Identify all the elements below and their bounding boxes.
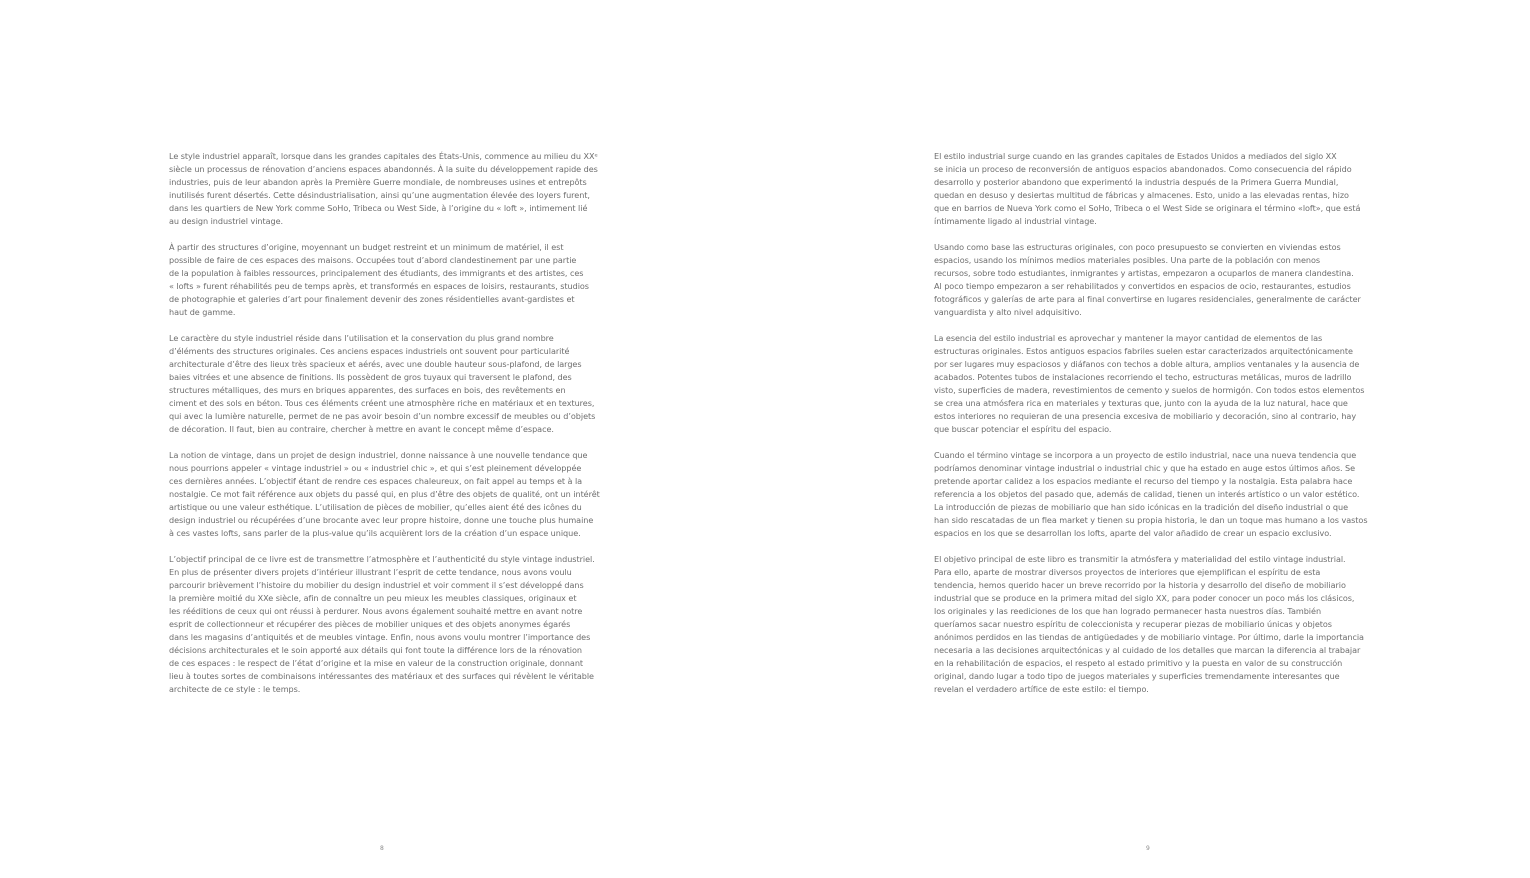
text-line: nous pourrions appeler « vintage industriel » ou « industriel chic », et qui s’est pleinement développée [169,463,582,473]
text-line: industries, puis de leur abandon après la Première Guerre mondiale, de nombreuses usines et entrepôts [169,177,587,187]
text-line: inutilisés furent désertés. Cette désindustrialisation, ainsi qu’une augmentation élevée des loyers furent, [169,190,590,200]
paragraph [169,332,600,436]
text-line: estos interiores no requieran de una presencia excesiva de mobiliario y decoración, sino al contrario, hay [934,411,1357,421]
text-line: El estilo industrial surge cuando en las grandes capitales de Estados Unidos a mediados del siglo XX [934,151,1337,161]
text-line: espacios, usando los mínimos medios materiales posibles. Una parte de la población con menos [934,255,1321,265]
text-line: recursos, sobre todo estudiantes, inmigrantes y artistas, empezaron a ocuparlos de manera clandestina. [934,268,1354,278]
text-line: fotográficos y galerías de arte para al final convertirse en lugares residenciales, generalmente de carácter [934,294,1361,304]
text-line: L’objectif principal de ce livre est de transmettre l’atmosphère et l’authenticité du style vintage industriel. [169,554,595,564]
paragraph [169,150,600,228]
text-line: baies vitrées et une absence de finitions. Ils possèdent de gros tuyaux qui traversent le plafond, des [169,372,572,382]
text-line: revelan el verdadero artífice de este estilo: el tiempo. [934,684,1149,694]
paragraph [169,241,600,319]
text-line: desarrollo y posterior abandono que experimentó la industria después de la Primera Guerra Mundial, [934,177,1339,187]
text-line: de la population à faibles ressources, principalement des étudiants, des immigrants et des artistes, ces [169,268,584,278]
paragraph [169,553,600,696]
text-line: vanguardista y alto nivel adquisitivo. [934,307,1082,317]
text-line: industrial que se produce en la primera mitad del siglo XX, para poder conocer un poco más los clásicos, [934,593,1355,603]
text-line: los originales y las reediciones de los que han logrado permanecer hasta nuestros días. También [934,606,1322,616]
text-line: qui avec la lumière naturelle, permet de ne pas avoir besoin d’un nombre excessif de meubles ou d’objets [169,411,596,421]
text-line: estructuras originales. Estos antiguos espacios fabriles suelen estar caracterizados arquitectónicamente [934,346,1353,356]
text-line: architecte de ce style : le temps. [169,684,301,694]
text-line: El objetivo principal de este libro es transmitir la atmósfera y materialidad del estilo vintage industrial. [934,554,1346,564]
text-line: original, dando lugar a todo tipo de juegos materiales y superficies tremendamente interesantes que [934,671,1340,681]
text-line: « lofts » furent réhabilités peu de temps après, et transformés en espaces de loisirs, restaurants, studios [169,281,589,291]
text-line: han sido rescatadas de un flea market y tienen su propia historia, le dan un toque mas humano a los vastos [934,515,1368,525]
paragraph [934,150,1367,228]
paragraph [934,332,1367,436]
text-line: pretende aportar calidez a los espacios mediante el recurso del tiempo y la nostalgia. Esta palabra hace [934,476,1353,486]
text-line: artistique ou une valeur esthétique. L’utilisation de pièces de mobilier, qu’elles aient été des icônes du [169,502,582,512]
text-line: se crea una atmósfera rica en materiales y texturas que, junto con la ayuda de la luz natural, hace que [934,398,1348,408]
text-line: por ser lugares muy espaciosos y diáfanos con techos a doble altura, amplios ventanales y la ausencia de [934,359,1360,369]
text-line: se inicia un proceso de reconversión de antiguos espacios abandonados. Como consecuencia del rápido [934,164,1352,174]
text-line: La introducción de piezas de mobiliario que han sido icónicas en la tradición del diseño industrial o que [934,502,1349,512]
text-line: Le caractère du style industriel réside dans l’utilisation et la conservation du plus grand nombre [169,333,554,343]
text-line: nostalgie. Ce mot fait référence aux objets du passé qui, en plus d’être des objets de qualité, ont un intérêt [169,489,600,499]
text-line: la première moitié du XXe siècle, afin de connaître un peu mieux les meubles classiques, originaux et [169,593,577,603]
text-line: Para ello, aparte de mostrar diversos proyectos de interiores que ejemplifican el espíritu de esta [934,567,1321,577]
text-line: que en barrios de Nueva York como el SoHo, Tribeca o el West Side se originara el término «loft», que está [934,203,1361,213]
text-line: queríamos sacar nuestro espíritu de coleccionista y recuperar piezas de mobiliario únicas y objetos [934,619,1332,629]
paragraph [934,553,1367,696]
page-number: 9 [1146,845,1150,852]
text-line: que buscar potenciar el espíritu del espacio. [934,424,1112,434]
body-text-french [169,150,600,709]
text-line: referencia a los objetos del pasado que, además de calidad, tienen un interés artístico o un valor estético. [934,489,1360,499]
text-line: ces dernières années. L’objectif étant de rendre ces espaces chaleureux, on fait appel au temps et à la [169,476,583,486]
text-line: tendencia, hemos querido hacer un breve recorrido por la historia y desarrollo del diseño de mobiliario [934,580,1346,590]
text-line: esprit de collectionneur et récupérer des pièces de mobilier uniques et des objets anonymes égarés [169,619,571,629]
text-line: En plus de présenter divers projets d’intérieur illustrant l’esprit de cette tendance, nous avons voulu [169,567,572,577]
text-line: lieu à toutes sortes de combinaisons intéressantes des matériaux et des surfaces qui révèlent le véritable [169,671,594,681]
text-line: necesaria a las decisiones arquitectónicas y al cuidado de los detalles que marcan la diferencia al trabajar [934,645,1361,655]
paragraph [934,241,1367,319]
text-line: au design industriel vintage. [169,216,284,226]
text-line: Al poco tiempo empezaron a ser rehabilitados y convertidos en espacios de ocio, restaurantes, estudios [934,281,1351,291]
text-line: quedan en desuso y desiertas multitud de fábricas y almacenes. Esto, unido a las elevadas rentas, hizo [934,190,1349,200]
text-line: La esencia del estilo industrial es aprovechar y mantener la mayor cantidad de elementos de las [934,333,1323,343]
text-line: de photographie et galeries d’art pour finalement devenir des zones résidentielles avant-gardistes et [169,294,575,304]
page-number: 8 [380,845,384,852]
text-line: ciment et des sols en béton. Tous ces éléments créent une atmosphère riche en matériaux et en textures, [169,398,595,408]
text-line: les rééditions de ceux qui ont réussi à perdurer. Nous avons également souhaité mettre en avant notre [169,606,583,616]
text-line: dans les quartiers de New York comme SoHo, Tribeca ou West Side, à l’origine du « loft », intimement lié [169,203,588,213]
text-line: La notion de vintage, dans un projet de design industriel, donne naissance à une nouvelle tendance que [169,450,588,460]
text-line: Usando como base las estructuras originales, con poco presupuesto se convierten en viviendas estos [934,242,1341,252]
text-line: décisions architecturales et le soin apporté aux détails qui font toute la différence lors de la rénovation [169,645,582,655]
text-line: podríamos denominar vintage industrial o industrial chic y que ha estado en auge estos últimos años. Se [934,463,1356,473]
text-line: siècle un processus de rénovation d’anciens espaces abandonnés. À la suite du développement rapide des [169,164,598,174]
text-line: d’éléments des structures originales. Ces anciens espaces industriels ont souvent pour particularité [169,346,570,356]
text-line: anónimos perdidos en las tiendas de antigüedades y de mobiliario vintage. Por último, darle la importancia [934,632,1364,642]
text-line: possible de faire de ces espaces des maisons. Occupées tout d’abord clandestinement par une partie [169,255,577,265]
text-line: espacios en los que se desarrollan los lofts, aparte del valor añadido de crear un espacio exclusivo. [934,528,1332,538]
text-line: structures métalliques, des murs en briques apparentes, des surfaces en bois, des revêtements en [169,385,566,395]
text-line: design industriel ou récupérées d’une brocante avec leur propre histoire, donne une touche plus humaine [169,515,594,525]
text-line: en la rehabilitación de espacios, el respeto al estado primitivo y la puesta en valor de su construcción [934,658,1343,668]
text-line: acabados. Potentes tubos de instalaciones recorriendo el techo, estructuras metálicas, muros de ladrillo [934,372,1352,382]
text-line: À partir des structures d’origine, moyennant un budget restreint et un minimum de matériel, il est [169,242,564,252]
text-line: visto, superficies de madera, revestimientos de cemento y suelos de hormigón. Con todos estos elementos [934,385,1365,395]
text-line: de décoration. Il faut, bien au contraire, chercher à mettre en avant le concept même d’espace. [169,424,554,434]
text-line: de ces espaces : le respect de l’état d’origine et la mise en valeur de la construction originale, donnant [169,658,584,668]
text-line: à ces vastes lofts, sans parler de la plus-value qu’ils acquièrent lors de la création d’un espace unique. [169,528,581,538]
text-line: parcourir brièvement l’histoire du mobilier du design industriel et voir comment il s’est développé dans [169,580,584,590]
text-line: Cuando el término vintage se incorpora a un proyecto de estilo industrial, nace una nueva tendencia que [934,450,1357,460]
text-line: Le style industriel apparaît, lorsque dans les grandes capitales des États-Unis, commence au milieu du XXᵉ [169,151,598,161]
text-line: architecturale d’être des lieux très spacieux et aérés, avec une double hauteur sous-plafond, de larges [169,359,582,369]
text-line: íntimamente ligado al industrial vintage. [934,216,1097,226]
paragraph [934,449,1367,540]
body-text-spanish [934,150,1367,709]
text-line: dans les magasins d’antiquités et de meubles vintage. Enfin, nous avons voulu montrer l’importance des [169,632,591,642]
right-page-spanish [765,0,1530,878]
text-line: haut de gamme. [169,307,236,317]
paragraph [169,449,600,540]
